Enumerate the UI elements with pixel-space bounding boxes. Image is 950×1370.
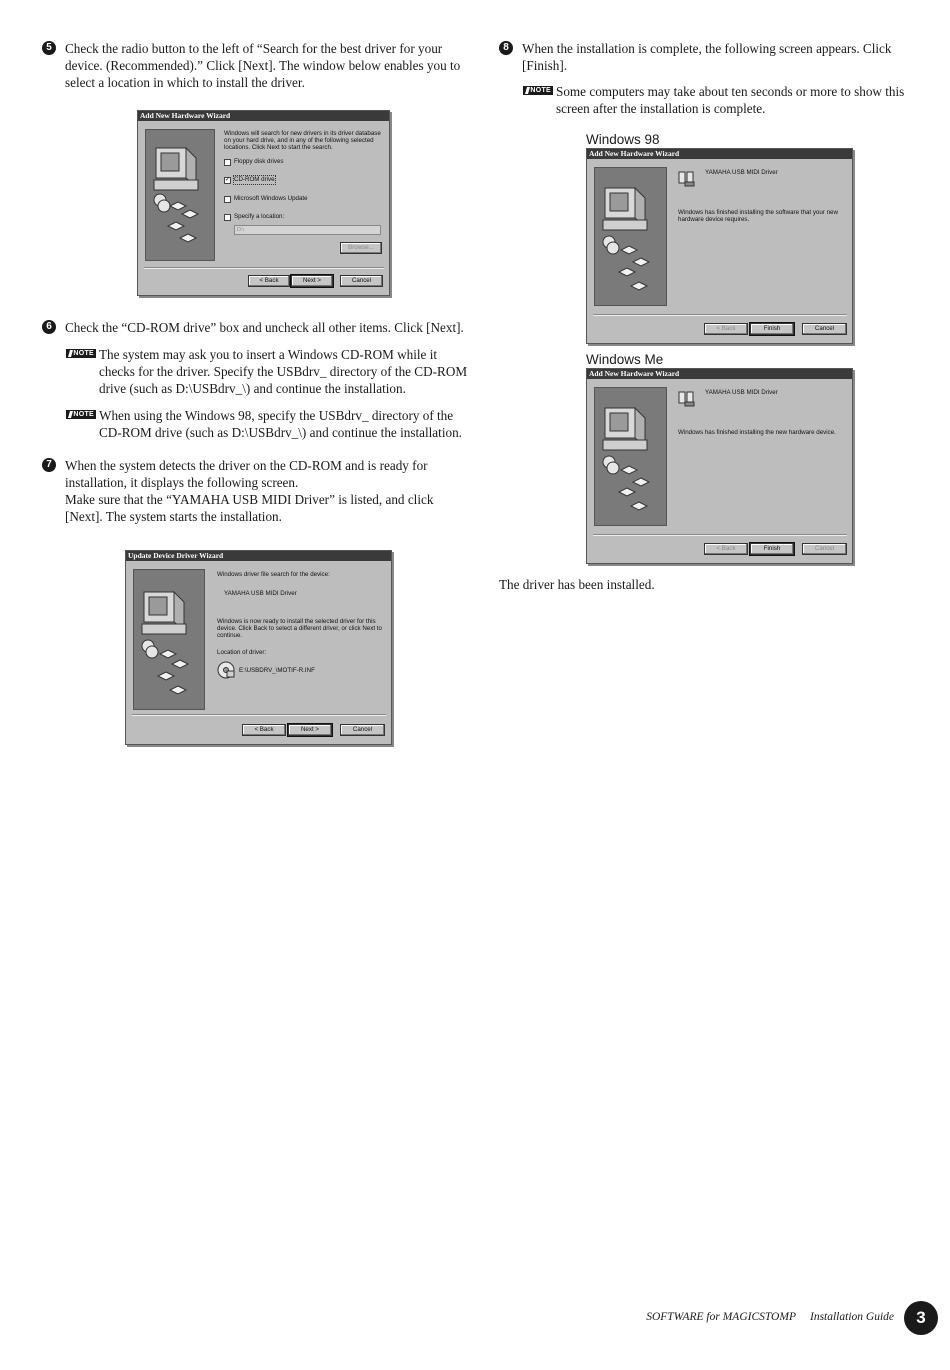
option-specify-location[interactable]: [224, 213, 284, 221]
step-number: 7: [42, 458, 56, 472]
step-5: [42, 40, 474, 91]
option-label: Microsoft Windows Update: [234, 195, 308, 202]
dialog-title: Update Device Driver Wizard: [126, 551, 391, 561]
wizard-illustration: [594, 167, 667, 306]
separator: [144, 267, 384, 269]
step-text: Check the “CD-ROM drive” box and uncheck all other items. Click [Next].: [65, 320, 464, 335]
next-button[interactable]: Next >: [288, 724, 332, 736]
step-text: Make sure that the “YAMAHA USB MIDI Driver” is listed, and click [Next]. The system starts the installation.: [65, 492, 434, 524]
step-6: [42, 319, 474, 336]
option-label: Floppy disk drives: [234, 158, 284, 165]
device-name: YAMAHA USB MIDI Driver: [705, 389, 778, 396]
usb-device-icon: [678, 389, 696, 407]
separator: [593, 314, 847, 316]
note-text: When using the Windows 98, specify the USBdrv_ directory of the CD-ROM drive (such as D:\USBdrv_\) and continue the installation.: [99, 408, 462, 440]
winme-finish-dialog: [586, 368, 853, 564]
add-new-hardware-dialog: [137, 110, 390, 296]
page-number: 3: [904, 1301, 938, 1335]
finished-message: Windows has finished installing the software that your new hardware device requires.: [678, 209, 838, 223]
cancel-button[interactable]: Cancel: [802, 323, 847, 335]
note: [42, 346, 474, 397]
option-label: CD-ROM drive: [234, 176, 275, 183]
left-column: [42, 40, 474, 745]
checkbox[interactable]: [224, 159, 231, 166]
step-text: When the system detects the driver on the CD-ROM and is ready for installation, it displays the following screen.: [65, 458, 428, 490]
device-name: YAMAHA USB MIDI Driver: [705, 169, 778, 176]
location-path: E:\USBDRV_\MOTIF-R.INF: [239, 667, 315, 674]
step-text: When the installation is complete, the following screen appears. Click [Finish].: [522, 41, 892, 73]
note-icon: NOTE: [523, 86, 553, 95]
checkbox[interactable]: [224, 214, 231, 221]
back-button[interactable]: < Back: [242, 724, 286, 736]
footer-product: SOFTWARE for MAGICSTOMP: [646, 1311, 796, 1323]
note-text: Some computers may take about ten seconds or more to show this screen after the installation is complete.: [556, 84, 905, 116]
dialog-title: Add New Hardware Wizard: [587, 369, 852, 379]
wizard-illustration: [594, 387, 667, 526]
separator: [132, 714, 386, 716]
step-number: 5: [42, 41, 56, 55]
win98-finish-dialog: [586, 148, 853, 344]
ready-text: Windows is now ready to install the selected driver for this device. Click Back to select a different driver, or click Next to continue.: [217, 618, 382, 639]
right-column: [499, 40, 919, 593]
step-number: 6: [42, 320, 56, 334]
intro-text: Windows will search for new drivers in its driver database on your hard drive, and in any of the following selected locations. Click Next to start the search.: [224, 130, 381, 151]
finish-button[interactable]: Finish: [750, 543, 794, 555]
back-button[interactable]: < Back: [704, 543, 748, 555]
step-text: Check the radio button to the left of “Search for the best driver for your device. (Recommended).” Click [Next]. The window below enables you to select a location in which to install the driver.: [65, 41, 461, 90]
cd-driver-icon: [217, 661, 235, 679]
usb-device-icon: [678, 169, 696, 187]
checkbox[interactable]: [224, 196, 231, 203]
option-windows-update[interactable]: [224, 195, 308, 203]
wizard-illustration: [145, 129, 215, 261]
page-footer: [646, 1311, 894, 1323]
finished-message: Windows has finished installing the new hardware device.: [678, 429, 836, 436]
browse-button[interactable]: Browse...: [340, 242, 382, 254]
update-driver-dialog: [125, 550, 392, 745]
location-label: Location of driver:: [217, 649, 267, 656]
cancel-button[interactable]: Cancel: [340, 724, 385, 736]
step-8: [499, 40, 919, 74]
location-input[interactable]: D:\: [234, 225, 381, 235]
step-7: [42, 457, 474, 525]
note-text: The system may ask you to insert a Windows CD-ROM while it checks for the driver. Specify the USBdrv_ directory of the CD-ROM drive (such as D:\USBdrv_\) and continue the installation.: [99, 347, 468, 396]
footer-guide: Installation Guide: [809, 1311, 894, 1323]
completion-text: The driver has been installed.: [499, 577, 655, 592]
option-cdrom[interactable]: [224, 176, 275, 184]
note: [499, 83, 919, 117]
dialog-title: Add New Hardware Wizard: [587, 149, 852, 159]
finish-button[interactable]: Finish: [750, 323, 794, 335]
checkbox-checked[interactable]: ✓: [225, 176, 231, 183]
dialog-title: Add New Hardware Wizard: [138, 111, 389, 121]
wizard-illustration: [133, 569, 205, 710]
note-icon: NOTE: [66, 349, 96, 358]
caption-windows-98: Windows 98: [586, 132, 660, 147]
separator: [593, 534, 847, 536]
device-name: YAMAHA USB MIDI Driver: [224, 590, 297, 597]
caption-windows-me: Windows Me: [586, 352, 664, 367]
cancel-button[interactable]: Cancel: [802, 543, 847, 555]
note: [42, 407, 474, 441]
next-button[interactable]: Next >: [291, 275, 333, 287]
back-button[interactable]: < Back: [248, 275, 290, 287]
back-button[interactable]: < Back: [704, 323, 748, 335]
option-label: Specify a location:: [234, 213, 285, 220]
step-number: 8: [499, 41, 513, 55]
note-icon: NOTE: [66, 410, 96, 419]
option-floppy[interactable]: [224, 158, 284, 166]
cancel-button[interactable]: Cancel: [340, 275, 383, 287]
search-label: Windows driver file search for the device:: [217, 571, 330, 578]
